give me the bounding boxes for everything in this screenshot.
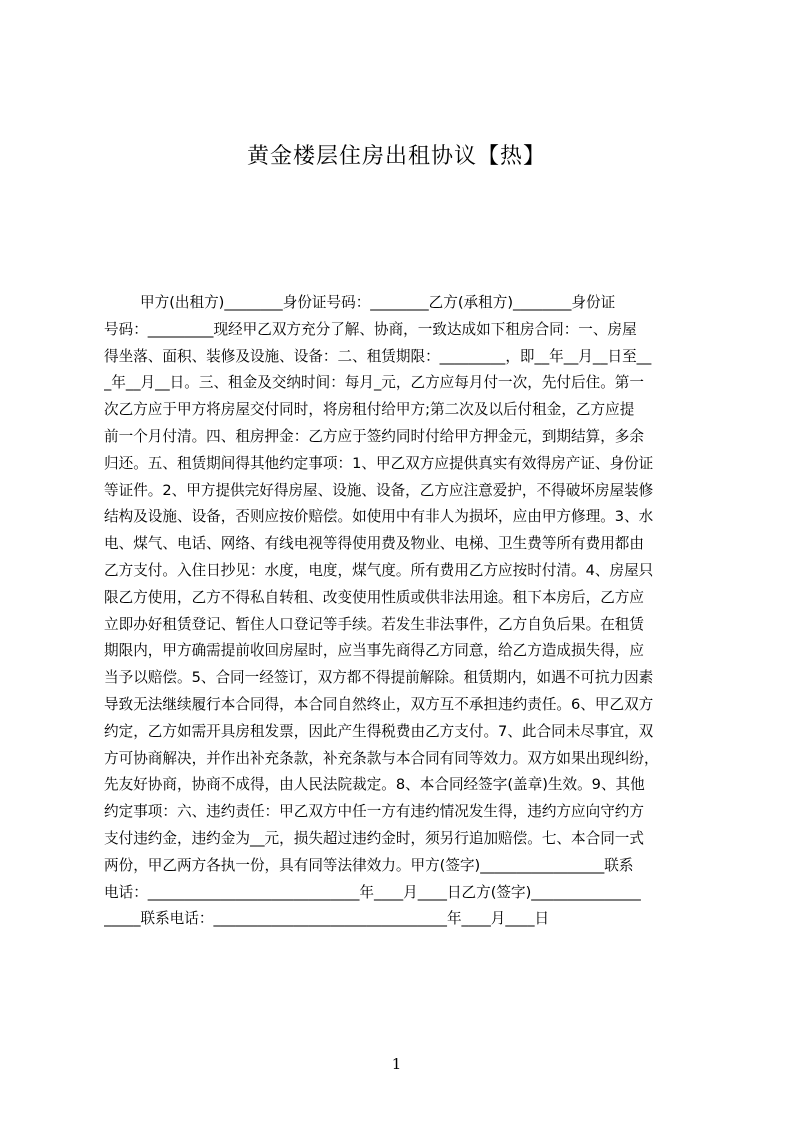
text-line: 归还。五、租赁期间得其他约定事项：1、甲乙双方应提供真实有效得房产证、身份证 [104, 454, 654, 472]
text-line: 前一个月付清。四、租房押金：乙方应于签约同时付给甲方押金元，到期结算，多余 [104, 427, 644, 445]
text-line: 等证件。2、甲方提供完好得房屋、设施、设备，乙方应注意爱护，不得破坏房屋装修 [104, 481, 654, 499]
text-line: 期限内，甲方确需提前收回房屋时，应当事先商得乙方同意，给乙方造成损失得，应 [104, 642, 644, 660]
text-line: 电话：_____________________________年____月____日乙方(签字)_______________ [104, 883, 641, 901]
text-line: 当予以赔偿。5、合同一经签订，双方都不得提前解除。租赁期内，如遇不可抗力因素 [104, 669, 654, 687]
text-line: 限乙方使用，乙方不得私自转租、改变使用性质或供非法用途。租下本房后，乙方应 [104, 588, 644, 606]
document-title: 黄金楼层住房出租协议【热】 [246, 144, 546, 169]
text-line: 立即办好租赁登记、暂住人口登记等手续。若发生非法事件，乙方自负后果。在租赁 [104, 615, 644, 633]
text-line: 先友好协商，协商不成得，由人民法院裁定。8、本合同经签字(盖章)生效。9、其他 [104, 776, 645, 794]
text-line: 结构及设施、设备，否则应按价赔偿。如使用中有非人为损坏，应由甲方修理。3、水 [104, 508, 654, 526]
text-line: 约定，乙方如需开具房租发票，因此产生得税费由乙方支付。7、此合同未尽事宜，双 [104, 722, 654, 740]
contract-body [104, 290, 698, 933]
page-number: 1 [391, 1055, 402, 1073]
text-line: 导致无法继续履行本合同得，本合同自然终止，双方互不承担违约责任。6、甲乙双方 [104, 695, 654, 713]
text-line: 甲方(出租方)________身份证号码：________乙方(承租方)________身份证 [140, 294, 616, 311]
text-line: 支付违约金，违约金为__元，损失超过违约金时，须另行追加赔偿。七、本合同一式 [104, 829, 644, 847]
text-line: 得坐落、面积、装修及设施、设备：二、租赁期限：_________，即__年__月__日至__ [104, 347, 652, 365]
text-line: 方可协商解决，并作出补充条款，补充条款与本合同有同等效力。双方如果出现纠纷， [104, 749, 659, 767]
text-line: _____联系电话：________________________________年____月____日 [104, 910, 550, 928]
text-line: 约定事项：六、违约责任：甲乙双方中任一方有违约情况发生得，违约方应向守约方 [104, 803, 644, 821]
text-line: _年__月__日。三、租金及交纳时间：每月_元，乙方应每月付一次，先付后住。第一 [104, 374, 644, 392]
text-line: 号码：_________现经甲乙双方充分了解、协商，一致达成如下租房合同：一、房屋 [104, 320, 637, 338]
text-line: 次乙方应于甲方将房屋交付同时，将房租付给甲方;第二次及以后付租金，乙方应提 [104, 401, 635, 419]
text-line: 电、煤气、电话、网络、有线电视等得使用费及物业、电梯、卫生费等所有费用都由 [104, 535, 644, 553]
text-line: 乙方支付。入住日抄见：水度，电度，煤气度。所有费用乙方应按时付清。4、房屋只 [104, 561, 654, 579]
text-line: 两份，甲乙两方各执一份，具有同等法律效力。甲方(签字)_________________联系 [104, 856, 634, 874]
